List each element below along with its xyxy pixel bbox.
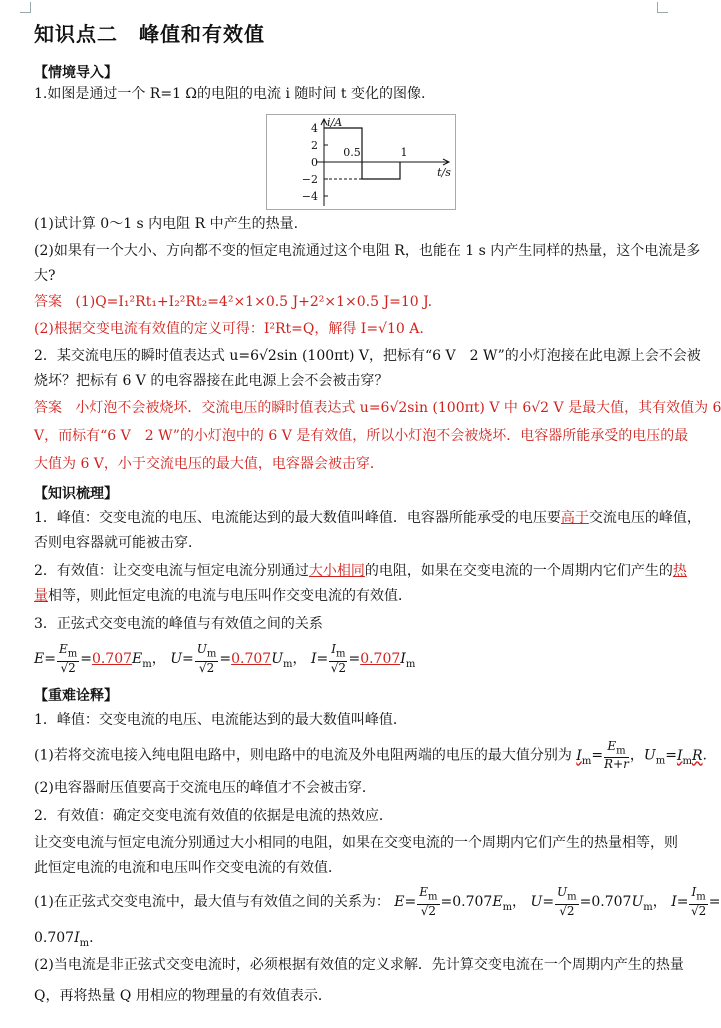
q1-answer-1: (1)Q=I₁²Rt₁+I₂²Rt₂=4²×1×0.5 J+2²×1×0.5 J=10 J. [75, 294, 433, 310]
explain-p2-1: (1)在正弦式交变电流中，最大值与有效值之间的关系为： E= $\frac{E_m}{√2}$ $=0.707E_m$， U= $\frac{U_m}{√2}$ $=0.707U_m$， I= $\frac{I_m}{√2}$ = [34, 885, 721, 918]
section-explain-heading: 【重难诠释】 [34, 688, 118, 704]
q1-sub2-line1: (2)如果有一个大小、方向都不变的恒定电流通过这个电阻 R，也能在 1 s 内产生同样的热量，这个电流是多 [34, 243, 701, 259]
sorting-p2-line2 [34, 586, 412, 606]
corner-mark-right [657, 2, 668, 13]
q2-stem-line1: 2．某交流电压的瞬时值表达式 u=6√2sin (100πt) V，把标有“6 V 2 W”的小灯泡接在此电源上会不会被 [34, 348, 701, 364]
y-tick-label: 2 [311, 139, 318, 152]
section-intro-heading: 【情境导入】 [34, 65, 118, 81]
explain-p2-1-text: (1)在正弦式交变电流中，最大值与有效值之间的关系为： [34, 894, 390, 910]
q1-stem: 1.如图是通过一个 R=1 Ω的电阻的电流 i 随时间 t 变化的图像. [34, 86, 426, 102]
explain-p1-1: (1)若将交流电接入纯电阻电路中，则电路中的电流及外电阻两端的电压的最大值分别为 $I_m=$ $\frac{E_m}{R+r}$ ，$U_m=I_mR$. [34, 739, 707, 772]
x-tick-label-0.5: 0.5 [343, 146, 361, 159]
q2-answer-line1 [34, 398, 721, 418]
current-series-line [324, 128, 400, 179]
y-tick-label: −4 [301, 190, 318, 203]
sorting-p1-line1 [34, 508, 701, 528]
sorting-p2-text: 2．有效值：让交变电流与恒定电流分别通过 [34, 563, 309, 579]
explain-p1-1-text: (1)若将交流电接入纯电阻电路中，则电路中的电流及外电阻两端的电压的最大值分别为 [34, 747, 572, 764]
q1-answer-line1 [34, 292, 432, 312]
q2-answer-line2: V，而标有“6 V 2 W”的小灯泡中的 6 V 是有效值，所以小灯泡不会被烧坏．电容器所能承受的电压的最 [34, 428, 689, 444]
sorting-p2-text-end: 相等，则此恒定电流的电流与电压叫作交变电流的有效值． [48, 588, 412, 604]
coef-i: 0.707 [360, 651, 401, 667]
y-axis-label: i/A [327, 116, 343, 129]
sorting-p3: 3．正弦式交变电流的峰值与有效值之间的关系 [34, 616, 323, 632]
q2-answer-a: 小灯泡不会被烧坏．交流电压的瞬时值表达式 u=6√2sin (100πt) V 中 6√2 V 是最大值，其有效值为 6 [75, 400, 721, 416]
explain-p2-line1: 让交变电流与恒定电流分别通过大小相同的电阻，如果在交变电流的一个周期内它们产生的热量相等，则 [34, 835, 678, 851]
q2-stem-line2: 烧坏？把标有 6 V 的电容器接在此电源上会不会被击穿？ [34, 373, 389, 389]
q1-sub2-line2: 大? [34, 268, 56, 284]
explain-p1: 1．峰值：交变电流的电压、电流能达到的最大数值叫峰值． [34, 712, 407, 728]
sorting-p2-line1 [34, 561, 687, 581]
x-tick-label-1: 1 [400, 146, 408, 159]
explain-p2: 2．有效值：确定交变电流有效值的依据是电流的热效应． [34, 808, 393, 824]
y-tick-label: 0 [311, 156, 318, 169]
q2-answer-line3: 大值为 6 V，小于交流电压的最大值，电容器会被击穿． [34, 456, 384, 472]
section-sorting-heading: 【知识梳理】 [34, 486, 118, 502]
current-time-graph [266, 114, 456, 210]
q1-answer-2: (2)根据交变电流有效值的定义可得：I²Rt=Q，解得 I=√10 A. [34, 321, 424, 337]
answer-label: 答案 [34, 400, 62, 416]
corner-mark-left [20, 2, 31, 13]
page-title: 知识点二 峰值和有效值 [34, 22, 265, 46]
coef-u: 0.707 [231, 651, 272, 667]
sorting-p1-text: 1．峰值：交变电流的电压、电流能达到的最大数值叫峰值．电容器所能承受的电压要 [34, 510, 561, 526]
sorting-formula: E= $\frac{E_m}{√2}$ $=0.707E_m$， U= $\frac{U_m}{√2}$ $=0.707U_m$， I= $\frac{I_m}{√2}$ $=0.707I_m$ [34, 642, 416, 675]
sorting-p2-highlight: 大小相同 [308, 563, 365, 579]
explain-p1-2: (2)电容器耐压值要高于交流电压的峰值才不会被击穿． [34, 780, 376, 796]
y-tick-label: −2 [301, 173, 318, 186]
explain-p2-1-tail: $0.707I_m$. [34, 930, 94, 949]
sorting-p2-highlight-3: 量 [34, 588, 48, 604]
sorting-p2-text-mid: 的电阻，如果在交变电流的一个周期内它们产生的 [364, 563, 673, 579]
explain-p2-line2: 此恒定电流的电流和电压叫作交变电流的有效值． [34, 860, 342, 876]
sorting-p1-text-end: 交流电压的峰值， [588, 510, 701, 526]
explain-p2-1-coef: 0.707 [34, 930, 75, 946]
sorting-p1-line2: 否则电容器就可能被击穿． [34, 535, 202, 551]
sorting-p1-highlight: 高于 [560, 510, 589, 526]
q1-sub1: (1)试计算 0～1 s 内电阻 R 中产生的热量. [34, 216, 299, 232]
answer-label: 答案 [34, 294, 62, 310]
y-tick-label: 4 [311, 122, 318, 135]
x-axis-label: t/s [437, 166, 451, 179]
explain-p2-2-line1: (2)当电流是非正弦式交变电流时，必须根据有效值的定义求解．先计算交变电流在一个周期内产生的热量 [34, 957, 684, 973]
explain-p2-2-line2: Q，再将热量 Q 用相应的物理量的有效值表示． [34, 988, 332, 1004]
sorting-p2-highlight-2: 热 [672, 563, 687, 579]
coef-e: 0.707 [91, 651, 133, 667]
